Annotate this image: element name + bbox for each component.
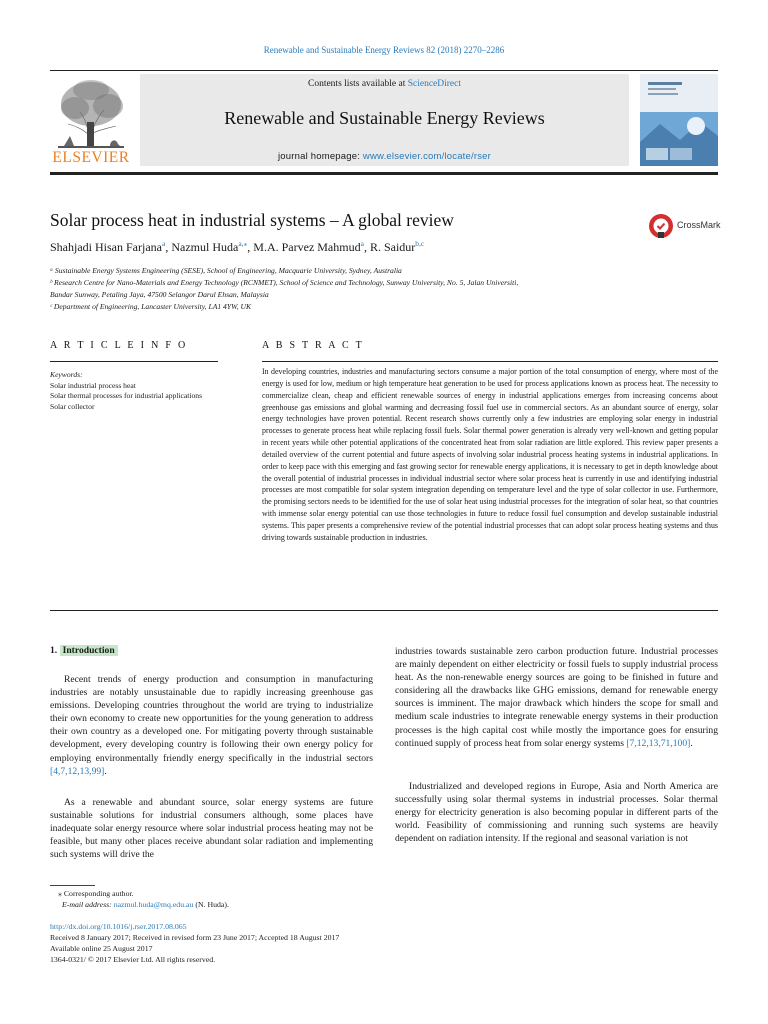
- section-title: Introduction: [60, 645, 118, 656]
- article-info-heading: A R T I C L E I N F O: [50, 340, 188, 351]
- intro-paragraph-2: As a renewable and abundant source, solar energy systems are future sustainable solutions for industrial consumers although, some places have inadequate solar energy resource where solar industrial process heating may not be feasible, but many other places receive abundant solar radiation and implementing such systems will drive the: [50, 797, 373, 861]
- intro-paragraph-4: Industrialized and developed regions in Europe, Asia and North America are successfully using solar thermal systems in industrial processes. Solar thermal energy for electricity generation is also becoming popular in different parts of the world. Feasibility of commissioning and running such systems are heavily dependent on radiation intensity. If the regional and seasonal variation is not: [395, 781, 718, 845]
- article-info-rule: [50, 361, 218, 362]
- received-dates: Received 8 January 2017; Received in revised form 23 June 2017; Accepted 18 August 2017: [50, 933, 340, 942]
- author[interactable]: Nazmul Huda$^{a,⁎}$: [171, 239, 248, 254]
- affiliation-a: ᵃ Sustainable Energy Systems Engineering (SESE), School of Engineering, Macquarie University, Sydney, Australia: [50, 266, 402, 275]
- elsevier-wordmark: ELSEVIER: [52, 149, 130, 166]
- intro-paragraph-1: Recent trends of energy production and consumption in manufacturing industries are notably unsustainable due to rapidly increasing greenhouse gas emissions. Developing countries throughout the world are trying to industrialize their own economy to create new opportunities for the young generation to address their own country as a developed one. For mitigating poverty through sustainable development, every developing country is following their own energy policy for employing environmentally friendly energy specifically in the industrial sectors [4,7,12,13,99].: [50, 674, 373, 777]
- author[interactable]: R. Saidur$^{b,c}$: [369, 239, 425, 254]
- contents-line: [140, 79, 629, 89]
- affiliation-b-cont: Bandar Sunway, Petaling Jaya, 47500 Selangor Darul Ehsan, Malaysia: [50, 290, 269, 299]
- abstract-bottom-rule: [50, 610, 718, 611]
- journal-title: Renewable and Sustainable Energy Reviews: [224, 108, 545, 128]
- keyword-item: Solar industrial process heat: [50, 380, 136, 390]
- contents-prefix: Contents lists available at: [307, 79, 408, 89]
- journal-cover-image: [640, 74, 718, 166]
- copyright-line: 1364-0321/ © 2017 Elsevier Ltd. All rights reserved.: [50, 955, 216, 964]
- crossmark-icon: [648, 212, 674, 240]
- section-number: 1.: [50, 645, 58, 656]
- section-heading-introduction: [50, 645, 118, 656]
- corresponding-author-note: ⁎ Corresponding author.: [58, 889, 134, 898]
- author[interactable]: Shahjadi Hisan Farjana$^a$: [50, 239, 166, 254]
- doi-link[interactable]: http://dx.doi.org/10.1016/j.rser.2017.08.065: [50, 922, 187, 931]
- intro-paragraph-3: industries towards sustainable zero carbon production future. Industrial processes are mainly dependent on either electricity or fossil fuels to supply industrial process heat. As the non-renewable energy sources are going to be finished in future and considering all the drawbacks like GHG emissions, demand for renewable energy sources is imminent. The major drawback which hinders the scope for small and medium scale industries to integrate renewable energy systems in their production processes is the high capital cost while mostly the importance goes for ensuring continued supply of process heat from solar energy systems [7,12,13,71,100].: [395, 646, 718, 749]
- homepage-label: journal homepage:: [277, 151, 363, 162]
- journal-homepage-line: [140, 151, 629, 162]
- abstract-heading: A B S T R A C T: [262, 340, 365, 351]
- keywords-label: Keywords:: [50, 370, 83, 379]
- sciencedirect-link[interactable]: ScienceDirect: [407, 79, 461, 89]
- citation-link[interactable]: [4,7,12,13,99]: [50, 765, 105, 777]
- email-line: E-mail address: nazmul.huda@mq.edu.au (N. Huda).: [62, 900, 229, 909]
- header-bottom-rule: [50, 172, 718, 175]
- available-online: Available online 25 August 2017: [50, 944, 153, 953]
- keywords-block: [50, 370, 220, 412]
- citation-link[interactable]: [7,12,13,71,100]: [626, 737, 691, 749]
- footnote-rule: [50, 885, 95, 886]
- abstract-rule: [262, 361, 718, 362]
- email-link[interactable]: nazmul.huda@mq.edu.au: [113, 900, 194, 909]
- crossmark-badge[interactable]: [648, 212, 722, 240]
- keyword-item: Solar thermal processes for industrial applications: [50, 391, 203, 400]
- article-title: Solar process heat in industrial systems – A global review: [50, 210, 454, 230]
- crossmark-label: CrossMark: [677, 220, 721, 230]
- journal-citation[interactable]: Renewable and Sustainable Energy Reviews 82 (2018) 2270–2286: [263, 45, 505, 55]
- keyword-item: Solar collector: [50, 401, 95, 411]
- author[interactable]: M.A. Parvez Mahmud$^a$: [253, 239, 364, 254]
- homepage-link[interactable]: www.elsevier.com/locate/rser: [362, 151, 492, 162]
- affiliation-b: ᵇ Research Centre for Nano-Materials and Energy Technology (RCNMET), School of Science and Technology, Sunway University, No. 5, Jalan Universiti,: [50, 278, 519, 287]
- author-list: Shahjadi Hisan Farjana$^a$, Nazmul Huda$^{a,⁎}$, M.A. Parvez Mahmud$^a$, R. Saidur$^{b,c}$: [50, 239, 425, 254]
- affiliation-c: ᶜ Department of Engineering, Lancaster University, LA1 4YW, UK: [50, 302, 252, 311]
- abstract-body: In developing countries, industries and manufacturing sectors consume a major portion of the total consumption of energy, where most of the energy is used for low, medium or high temperature heat generation to be used for process applications known as process heat. The necessity to commercialize clean, cheap and efficient renewable sources of energy in industrial applications emerges from increasing concerns about greenhouse gas emissions and global warming and decreasing fossil fuel use in commercial sectors. As an abundant source of energy, solar energy technologies have proven potential. Recent research shows currently only a few industries are employing solar energy in industrial processes to generate process heat while replacing fossil fuels. Solar thermal power generation is already very well-known and getting popular in recent years while other potential applications of the concentrated heat from solar radiation are little explored. This review paper presents a detailed overview of the current potential and future aspects of involving solar industrial process heating systems in industrial applications. In order to keep pace with this emerging and fast growing sector for renewable energy applications, it is necessary to get in depth knowledge about the overall potential of industrial processes in individual industrial sector where solar process heat is currently in use and identifying industrial processes are most compatible for solar system integration depending on temperature level and the type of solar collector in use. Furthermore, the promising sectors needs to be identified for the use of solar heat using industrial processes for the integration of solar heat, so that countries with immense solar energy potential can use those technologies in future to reduce fossil fuel consumption and develop sustainable industrial systems. This paper presents a comprehensive review of the potential industrial processes that can adopt solar process heating systems and thus driving towards sustainable production in industries.: [262, 367, 718, 542]
- header-top-rule: [50, 70, 718, 71]
